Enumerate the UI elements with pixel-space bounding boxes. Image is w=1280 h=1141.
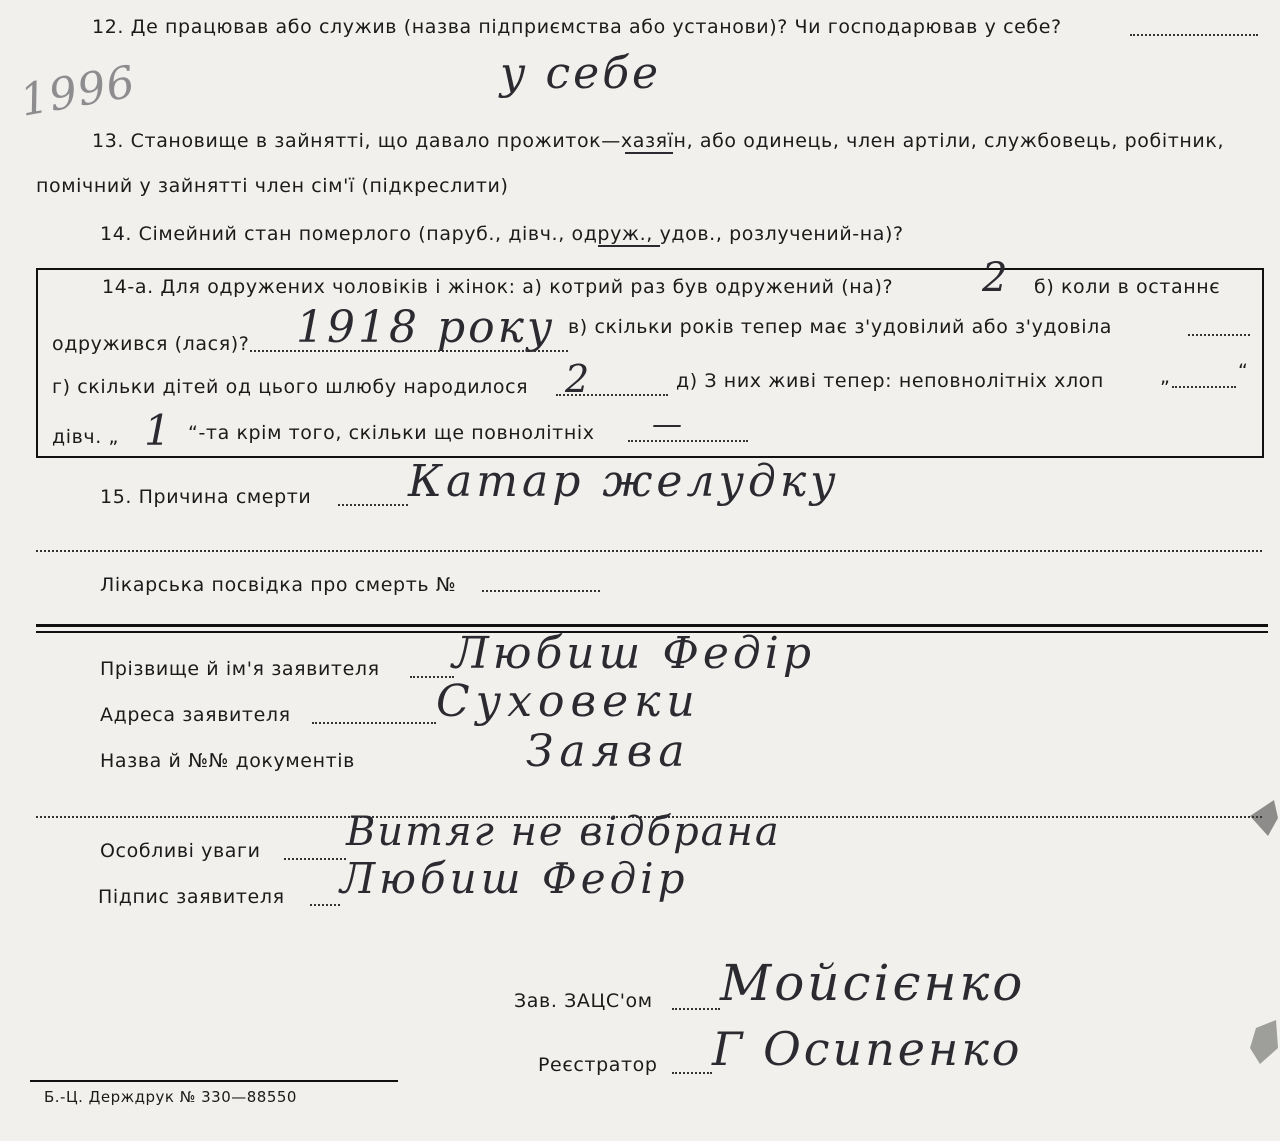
q14a-answer-e: — xyxy=(652,407,685,442)
q12-dotted-line xyxy=(1130,34,1258,36)
q12-label: 12. Де працював або служив (назва підприємства або установи)? Чи господарював у себе? xyxy=(92,16,1062,38)
q14a-dotted-b xyxy=(250,350,568,352)
applicant-name-value: Любиш Федір xyxy=(452,628,815,679)
head-dotted xyxy=(672,1008,720,1010)
cert-label: Лікарська посвідка про смерть № xyxy=(100,574,457,596)
documents-value: Заява xyxy=(526,726,691,777)
q14a-answer-a: 2 xyxy=(982,255,1011,301)
q14a-dotted-d xyxy=(1172,386,1236,388)
applicant-name-label: Прізвище й ім'я заявителя xyxy=(100,658,380,680)
applicant-address-value: Суховеки xyxy=(436,676,701,727)
q14a-line3-b: д) З них живі тепер: неповнолітніх хлоп xyxy=(676,370,1104,392)
q14a-line2-b: в) скільки років тепер має з'удовілий або з'удовіла xyxy=(568,316,1113,338)
notes-value: Витяг не відбрана xyxy=(346,809,781,855)
q14a-answer-g: 2 xyxy=(565,357,593,401)
registrar-value: Г Осипенко xyxy=(712,1022,1023,1076)
q14a-line1-b: б) коли в останнє xyxy=(1034,276,1221,298)
q14a-line3-q2: “ xyxy=(1238,360,1249,382)
q13-label: 13. Становище в зайнятті, що давало прожиток—хазяїн, або одинець, член артіли, службовець, робітник, xyxy=(92,130,1225,152)
signature-dotted xyxy=(310,904,340,906)
q14a-answer-d: 1 xyxy=(144,406,174,455)
q14a-line2-a: одружився (лася)? xyxy=(52,333,250,355)
q15-dotted-2 xyxy=(36,550,1262,552)
ink-blot-mark-2 xyxy=(1246,1018,1280,1068)
q14a-dotted-g xyxy=(556,394,668,396)
q13-label-cont: помічний у зайнятті член сім'ї (підкреслити) xyxy=(36,175,509,197)
q15-dotted xyxy=(338,504,408,506)
q14a-line4-b: “-та крім того, скільки ще повнолітніх xyxy=(188,422,595,444)
head-value: Мойсієнко xyxy=(720,954,1026,1012)
applicant-address-dotted xyxy=(312,722,436,724)
documents-label: Назва й №№ документів xyxy=(100,750,355,772)
margin-pencil-note: 1996 xyxy=(16,56,140,127)
section-double-rule-top xyxy=(36,624,1268,627)
q15-answer: Катар желудку xyxy=(408,456,840,507)
ink-blot-mark xyxy=(1244,796,1280,840)
q14a-line3-q1: „ xyxy=(1160,366,1171,388)
notes-dotted xyxy=(284,858,346,860)
q14a-dotted-e xyxy=(628,440,748,442)
q14a-line4-a: дівч. „ xyxy=(52,426,119,448)
q14-label: 14. Сімейний стан померлого (паруб., дівч., одруж., удов., розлучений-на)? xyxy=(100,223,904,245)
q12-answer: у себе xyxy=(500,48,662,99)
q14a-dotted-v xyxy=(1188,334,1250,336)
signature-value: Любиш Федір xyxy=(340,854,689,903)
q14a-line1-a: 14-а. Для одружених чоловіків і жінок: а) котрий раз був одружений (на)? xyxy=(102,276,894,298)
q13-underline-hazyain xyxy=(625,152,673,154)
q14a-answer-b: 1918 року xyxy=(296,302,556,353)
registrar-dotted xyxy=(672,1072,712,1074)
q14-underline-odruzh xyxy=(598,245,660,247)
q14a-line3-a: г) скільки дітей од цього шлюбу народилося xyxy=(52,376,529,398)
applicant-address-label: Адреса заявителя xyxy=(100,704,291,726)
print-footer: Б.-Ц. Держдрук № 330—88550 xyxy=(44,1088,297,1106)
head-label: Зав. ЗАЦС'ом xyxy=(514,990,653,1012)
cert-dotted xyxy=(482,590,600,592)
registrar-label: Реєстратор xyxy=(538,1054,658,1076)
q15-label: 15. Причина смерти xyxy=(100,486,312,508)
signature-label: Підпис заявителя xyxy=(98,886,285,908)
notes-label: Особливі уваги xyxy=(100,840,261,862)
footer-rule xyxy=(30,1080,398,1082)
